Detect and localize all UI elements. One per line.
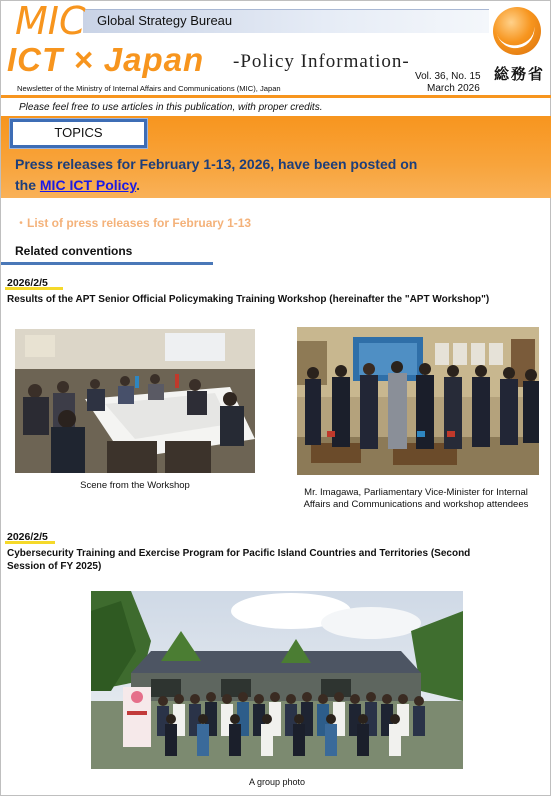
press-release-list-link[interactable]: ・List of press releases for February 1-13: [15, 216, 252, 230]
related-heading: Related conventions: [15, 244, 133, 258]
press-line-2-prefix: the: [15, 177, 40, 193]
article-title-line-1: Cybersecurity Training and Exercise Program for Pacific Island Countries and Territories (Second: [7, 548, 471, 559]
credit-note: Please feel free to use articles in this publication, with proper credits.: [19, 102, 323, 113]
press-line-1: Press releases for February 1-13, 2026, have been posted on: [15, 156, 418, 172]
brand-subtitle: -Policy Information-: [233, 51, 410, 72]
related-rule: [1, 262, 213, 265]
article-title: Results of the APT Senior Official Policymaking Training Workshop (hereinafter the "APT Workshop"): [7, 294, 490, 305]
workshop-scene-photo: [15, 329, 255, 473]
vice-minister-group-photo: [297, 327, 539, 475]
issue-date: March 2026: [427, 83, 480, 94]
mic-wordmark: MIC: [15, 0, 86, 43]
newsletter-line: Newsletter of the Ministry of Internal Affairs and Communications (MIC), Japan: [17, 84, 281, 93]
press-release-text: [15, 154, 495, 196]
photo-caption-line-2: Affairs and Communications and workshop attendees: [303, 499, 529, 510]
mic-ict-policy-link[interactable]: MIC ICT Policy: [39, 177, 137, 193]
header-divider: [1, 95, 551, 98]
photo-caption: A group photo: [248, 777, 306, 787]
brand-title: ICT × Japan: [7, 41, 205, 78]
photo-caption-line-1: Mr. Imagawa, Parliamentary Vice-Minister for Internal: [304, 487, 528, 498]
volume-number: Vol. 36, No. 15: [415, 71, 481, 82]
pacific-group-photo: [91, 591, 463, 769]
article-date: 2026/2/5: [7, 277, 48, 289]
ministry-logo-text: 総務省: [494, 66, 546, 83]
article-title: [7, 547, 547, 573]
press-line-2-suffix: .: [136, 177, 140, 193]
article-date: 2026/2/5: [7, 531, 48, 543]
photo-caption: Scene from the Workshop: [80, 480, 190, 491]
bureau-name: Global Strategy Bureau: [97, 13, 233, 28]
article-title-line-2: Session of FY 2025): [7, 561, 102, 572]
topics-label: TOPICS: [10, 119, 147, 148]
